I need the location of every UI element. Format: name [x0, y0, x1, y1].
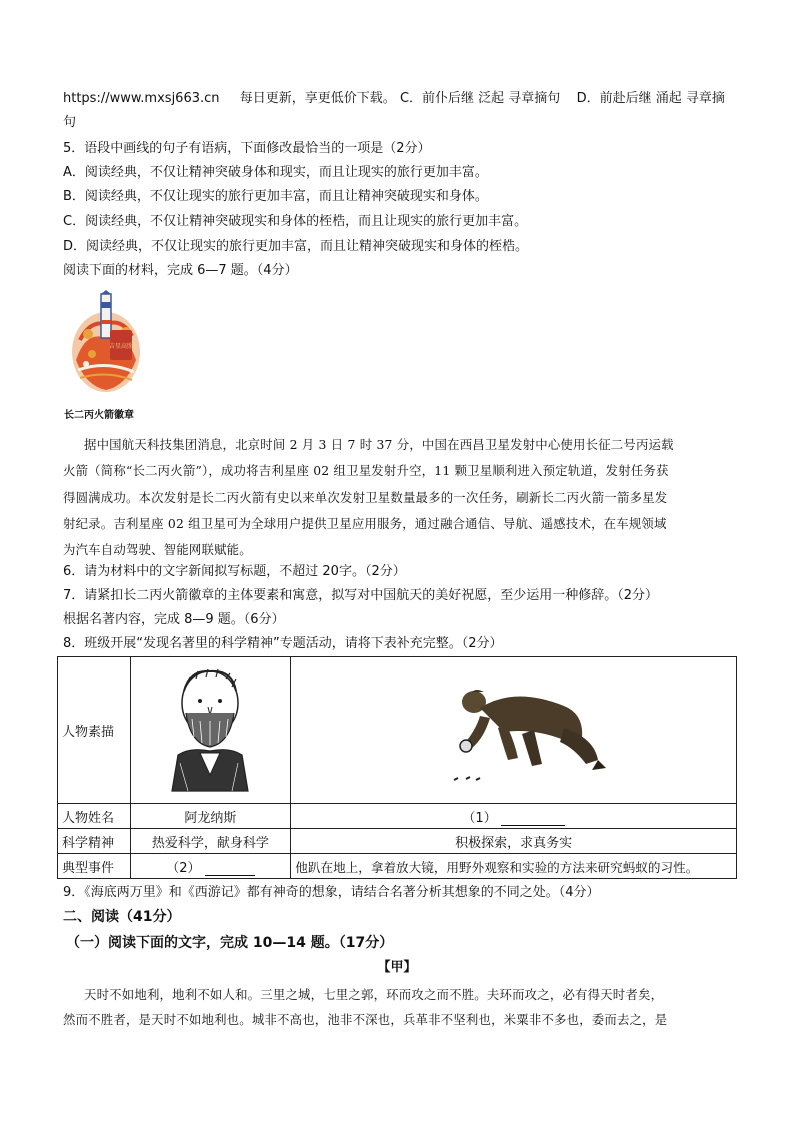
- science-spirit-table: [57, 656, 737, 879]
- material-intro: 阅读下面的材料，完成 6—7 题。（4分）: [63, 263, 298, 278]
- event-right: 他趴在地上，拿着放大镜，用野外观察和实验的方法来研究蚂蚁的习性。: [291, 854, 737, 879]
- q5-option-a: A．阅读经典，不仅让精神突破身体和现实，而且让现实的旅行更加丰富。: [63, 165, 488, 180]
- badge-banner-text: 吉星高照: [108, 343, 134, 350]
- q5-option-c: C．阅读经典，不仅让精神突破现实和身体的桎梏，而且让现实的旅行更加丰富。: [63, 214, 528, 229]
- spirit-right: 积极探索，求真务实: [291, 829, 737, 854]
- table-row: [58, 854, 737, 879]
- row-label-name: 人物姓名: [58, 804, 131, 829]
- answer-blank-2[interactable]: [205, 861, 255, 876]
- q7: 7．请紧扣长二丙火箭徽章的主体要素和寓意，拟写对中国航天的美好祝愿，至少运用一种修辞。（2分）: [63, 588, 659, 603]
- header-line: [63, 89, 725, 109]
- news-line-3: 得圆满成功。本次发射是长二丙火箭有史以来单次发射卫星数量最多的一次任务，刷新长二丙火箭一箭多星发: [63, 490, 668, 505]
- option-d: D．前赴后继 涌起 寻章摘: [576, 91, 725, 106]
- table-row: [58, 804, 737, 829]
- source-url[interactable]: https://www.mxsj663.cn: [63, 91, 220, 106]
- classical-line-1: 天时不如地利，地利不如人和。三里之城，七里之郭，环而攻之而不胜。夫环而攻之，必有得天时者矣，: [84, 987, 664, 1002]
- fabre-sketch-cell: [291, 657, 737, 804]
- blank-number-1: （1）: [462, 810, 497, 826]
- news-line-4: 射纪录。吉利星座 02 组卫星可为全球用户提供卫星应用服务，通过融合通信、导航、遥感技术，在车规领域: [63, 516, 667, 531]
- books-intro: 根据名著内容，完成 8—9 题。（6分）: [63, 612, 285, 627]
- option-d-continued: 句: [63, 115, 77, 130]
- portrait-cell: [130, 657, 291, 804]
- name-aronnax: 阿龙纳斯: [130, 804, 291, 829]
- badge-caption: 长二丙火箭徽章: [64, 410, 134, 421]
- aronnax-portrait-icon: [150, 663, 270, 793]
- event-blank-cell: [130, 854, 291, 879]
- passage-jia-label: 【甲】: [377, 960, 417, 975]
- q6: 6．请为材料中的文字新闻拟写标题，不超过 20字。（2分）: [63, 564, 406, 579]
- news-line-2: 火箭（简称“长二丙火箭”），成功将吉利星座 02 组卫星发射升空，11 颗卫星顺利进入预定轨道，发射任务获: [63, 463, 669, 478]
- spirit-left: 热爱科学，献身科学: [130, 829, 291, 854]
- q9: 9．《海底两万里》和《西游记》都有神奇的想象，请结合名著分析其想象的不同之处。（4分）: [63, 885, 600, 900]
- row-label-event: 典型事件: [58, 854, 131, 879]
- rocket-badge-image: [66, 290, 146, 398]
- option-c: C．前仆后继 泛起 寻章摘句: [399, 91, 561, 106]
- news-line-5: 为汽车自动驾驶、智能网联赋能。: [63, 542, 252, 557]
- news-line-1: 据中国航天科技集团消息，北京时间 2 月 3 日 7 时 37 分，中国在西昌卫星发射中心使用长征二号丙运载: [84, 437, 674, 452]
- q8: 8．班级开展“发现名著里的科学精神”专题活动，请将下表补充完整。（2分）: [63, 636, 503, 651]
- classical-line-2: 然而不胜者，是天时不如地利也。城非不高也，池非不深也，兵革非不坚利也，米粟非不多也，委而去之，是: [63, 1012, 668, 1027]
- table-row: [58, 829, 737, 854]
- q5-option-b: B．阅读经典，不仅让现实的旅行更加丰富，而且让精神突破现实和身体。: [63, 189, 488, 204]
- section-2-1-title: （一）阅读下面的文字，完成 10—14 题。（17分）: [66, 935, 394, 951]
- download-notice: 每日更新，享更低价下载。: [239, 91, 396, 106]
- row-label-sketch: 人物素描: [58, 657, 131, 804]
- section-2-title: 二、阅读（41分）: [63, 909, 181, 925]
- blank-number-2: （2）: [166, 860, 201, 876]
- answer-blank-1[interactable]: [501, 811, 565, 826]
- table-row: [58, 657, 737, 804]
- name-blank-cell: [291, 804, 737, 829]
- q5-stem: 5．语段中画线的句子有语病，下面修改最恰当的一项是（2分）: [63, 141, 431, 156]
- row-label-spirit: 科学精神: [58, 829, 131, 854]
- q5-option-d: D．阅读经典，不仅让现实的旅行更加丰富，而且让精神突破现实和身体的桎梏。: [63, 239, 529, 254]
- fabre-crawling-icon: [414, 668, 614, 788]
